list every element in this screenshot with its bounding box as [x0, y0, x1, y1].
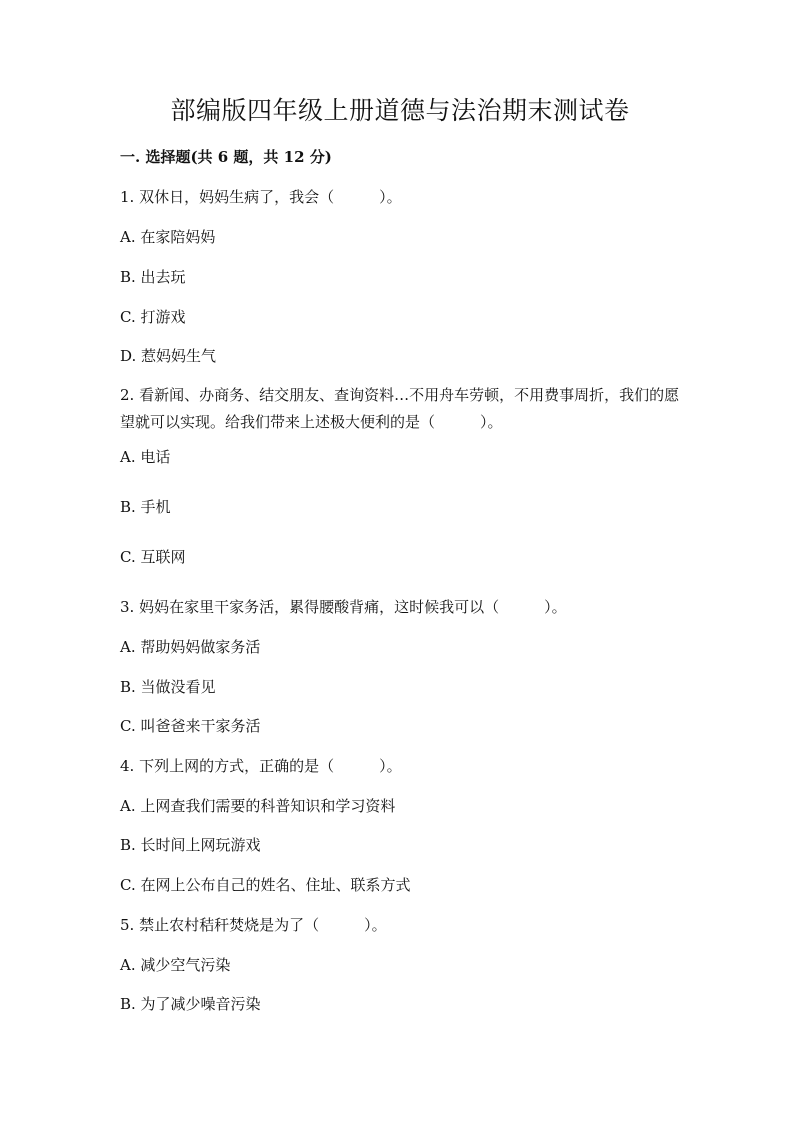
question-3-option-b[interactable]: B. 当做没看见: [120, 678, 216, 696]
question-4-option-b[interactable]: B. 长时间上网玩游戏: [120, 836, 261, 854]
question-5-option-b[interactable]: B. 为了减少噪音污染: [120, 995, 261, 1013]
question-5-option-a[interactable]: A. 减少空气污染: [120, 956, 231, 974]
page-title: 部编版四年级上册道德与法治期末测试卷: [170, 96, 630, 125]
question-4-option-c[interactable]: C. 在网上公布自己的姓名、住址、联系方式: [120, 876, 411, 894]
question-1-option-d[interactable]: D. 惹妈妈生气: [120, 347, 217, 365]
question-3-option-a[interactable]: A. 帮助妈妈做家务活: [120, 638, 261, 656]
question-2-option-c[interactable]: C. 互联网: [120, 548, 186, 566]
section-heading: 一. 选择题(共 6 题，共 12 分): [120, 148, 332, 166]
question-3-stem: 3. 妈妈在家里干家务活，累得腰酸背痛，这时候我可以（ ）。: [120, 598, 567, 616]
question-4-option-a[interactable]: A. 上网查我们需要的科普知识和学习资料: [120, 797, 396, 815]
question-3-option-c[interactable]: C. 叫爸爸来干家务活: [120, 717, 261, 735]
question-1-option-c[interactable]: C. 打游戏: [120, 308, 186, 326]
question-2-option-a[interactable]: A. 电话: [120, 448, 171, 466]
question-2-option-b[interactable]: B. 手机: [120, 498, 171, 516]
question-1-option-a[interactable]: A. 在家陪妈妈: [120, 228, 216, 246]
question-1-stem: 1. 双休日，妈妈生病了，我会（ ）。: [120, 188, 402, 206]
question-1-option-b[interactable]: B. 出去玩: [120, 268, 186, 286]
question-2-stem: 2. 看新闻、办商务、结交朋友、查询资料…不用舟车劳顿，不用费事周折，我们的愿望就可以实现。给我们带来上述极大便利的是（ ）。: [120, 386, 680, 431]
question-5-stem: 5. 禁止农村秸秆焚烧是为了（ ）。: [120, 916, 387, 934]
question-4-stem: 4. 下列上网的方式，正确的是（ ）。: [120, 757, 402, 775]
